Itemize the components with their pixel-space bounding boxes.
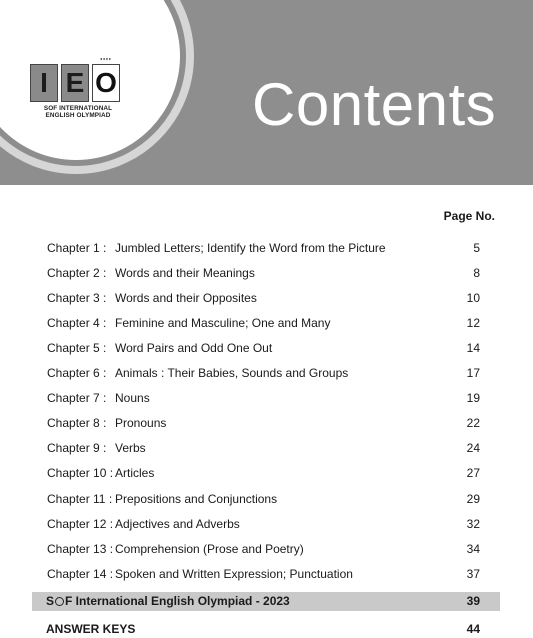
bulb-icon [55,597,64,606]
toc-row-chapter-13[interactable] [47,539,480,559]
chapter-title: Spoken and Written Expression; Punctuation [115,566,353,581]
toc-row-chapter-12[interactable] [47,514,480,534]
chapter-page: 17 [466,366,480,381]
chapter-number: Chapter 1 : [47,241,107,255]
logo-letter-i: I [30,64,58,102]
logo-letters [30,57,126,102]
chapter-title: Prepositions and Conjunctions [115,491,278,506]
chapter-page: 19 [466,391,480,406]
logo-subtitle: SOF INTERNATIONAL ENGLISH OLYMPIAD [43,105,113,119]
chapter-number: Chapter 2 : [47,266,107,281]
chapter-title: Jumbled Letters; Identify the Word from the Picture [115,241,386,255]
olympiad-prefix: S [46,594,55,608]
chapter-title: Words and their Meanings [115,266,255,281]
chapter-title: Animals : Their Babies, Sounds and Groups [115,366,349,381]
toc-row-chapter-2[interactable] [47,263,480,283]
chapter-page: 5 [473,241,480,255]
chapter-title: Words and their Opposites [115,291,257,306]
chapter-number: Chapter 6 : [47,366,107,381]
toc-row-chapter-9[interactable] [47,438,480,458]
toc-row-answer-keys[interactable] [46,620,480,638]
page-no-header: Page No. [443,209,495,223]
header-banner [0,0,533,185]
page-title: Contents [252,71,497,138]
chapter-page: 34 [466,541,480,556]
chapter-number: Chapter 11 : [47,491,113,506]
chapter-title: Comprehension (Prose and Poetry) [115,541,304,556]
olympiad-title: F International English Olympiad - 2023 [65,594,290,608]
chapter-page: 12 [466,316,480,331]
chapter-page: 10 [466,291,480,306]
ieo-logo [30,57,126,119]
chapter-page: 22 [466,416,480,431]
chapter-title: Nouns [115,391,150,406]
chapter-page: 14 [466,341,480,356]
chapter-number: Chapter 10 : [47,466,114,481]
toc-row-chapter-7[interactable] [47,388,480,408]
toc-row-chapter-5[interactable] [47,338,480,358]
chapter-page: 27 [466,466,480,481]
chapter-number: Chapter 7 : [47,391,107,406]
toc-row-chapter-11[interactable] [47,489,480,509]
olympiad-page: 39 [466,594,480,608]
toc-row-chapter-6[interactable] [47,363,480,383]
chapter-page: 29 [466,491,480,506]
bulb-rays-icon: '''' [100,57,112,66]
toc-row-chapter-4[interactable] [47,313,480,333]
chapter-number: Chapter 5 : [47,341,107,356]
chapter-page: 37 [466,566,480,581]
chapter-number: Chapter 13 : [47,541,114,556]
chapter-page: 32 [466,516,480,531]
chapter-title: Adjectives and Adverbs [115,516,240,531]
toc-row-chapter-1[interactable] [47,238,480,258]
chapter-number: Chapter 12 : [47,516,114,531]
chapter-title: Pronouns [115,416,167,431]
chapter-page: 8 [473,266,480,281]
toc-row-chapter-10[interactable] [47,463,480,483]
answer-keys-label: ANSWER KEYS [46,622,136,636]
logo-bulb-o: '''' O [92,64,120,102]
chapter-number: Chapter 4 : [47,316,107,331]
chapter-number: Chapter 8 : [47,416,107,431]
chapter-number: Chapter 14 : [47,566,114,581]
chapter-title: Word Pairs and Odd One Out [115,341,273,356]
toc-row-chapter-8[interactable] [47,413,480,433]
chapter-number: Chapter 9 : [47,441,107,456]
toc-row-chapter-3[interactable] [47,288,480,308]
chapter-title: Verbs [115,441,146,456]
answer-keys-page: 44 [466,622,480,636]
chapter-page: 24 [466,441,480,456]
chapter-title: Feminine and Masculine; One and Many [115,316,331,331]
chapter-title: Articles [115,466,155,481]
toc-row-chapter-14[interactable] [47,564,480,584]
toc-row-olympiad[interactable] [46,592,480,611]
chapter-number: Chapter 3 : [47,291,107,306]
logo-letter-e: E [61,64,89,102]
